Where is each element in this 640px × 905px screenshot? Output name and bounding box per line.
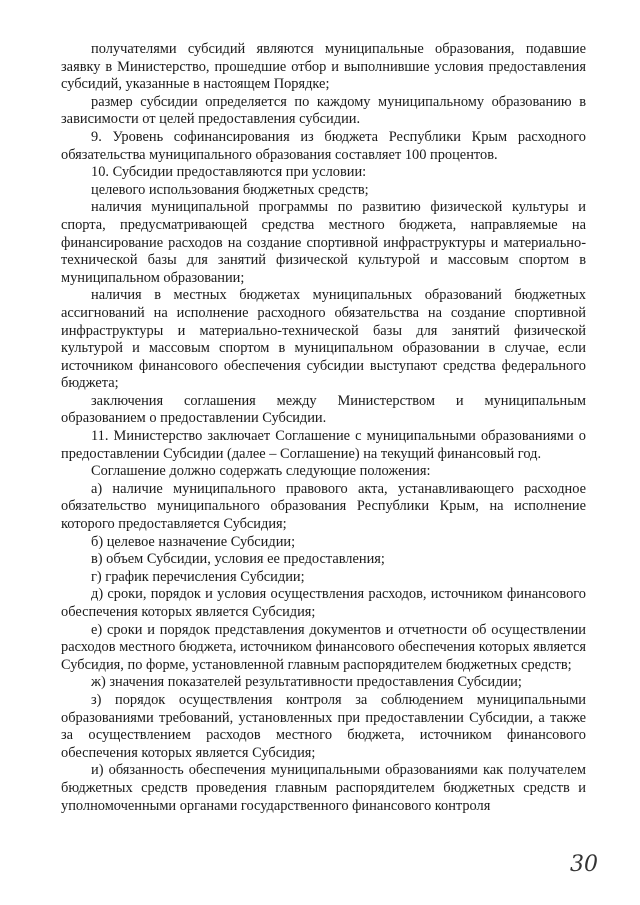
- list-item-b: б) целевое назначение Субсидии;: [91, 533, 296, 550]
- paragraph-condition-program: наличия муниципальной программы по развитию физической культуры и спорта, предусматривающей средства местного бюджета, направляемые на финансирование расходов на создание спортивной инфраструктуры и материально-технической базы для занятий физической культурой и массовым спортом в муниципальном образовании;: [61, 199, 586, 286]
- paragraph-agreement-contents: Соглашение должно содержать следующие положения:: [91, 463, 431, 480]
- paragraph-condition-agreement: заключения соглашения между Министерством и муниципальным образованием о предоставлении Субсидии.: [61, 392, 586, 427]
- list-item-v: в) объем Субсидии, условия ее предоставления;: [91, 551, 385, 568]
- list-item-e: е) сроки и порядок представления документов и отчетности об осуществлении расходов местного бюджета, источником финансового обеспечения которых является Субсидия, по форме, установленной главным распорядителем бюджетных средств;: [61, 621, 586, 673]
- list-item-zh: ж) значения показателей результативности предоставления Субсидии;: [91, 674, 522, 691]
- paragraph-item-11: 11. Министерство заключает Соглашение с муниципальными образованиями о предоставлении Субсидии (далее – Соглашение) на текущий финансовый год.: [61, 428, 586, 462]
- paragraph-recipients: получателями субсидий являются муниципальные образования, подавшие заявку в Министерство, прошедшие отбор и выполнившие условия предоставления субсидий, указанные в настоящем Порядке;: [61, 41, 586, 93]
- paragraph-condition-target-use: целевого использования бюджетных средств;: [91, 181, 369, 198]
- list-item-g: г) график перечисления Субсидии;: [91, 568, 305, 585]
- list-item-i: и) обязанность обеспечения муниципальными образованиями как получателем бюджетных средств проведения главным распорядителем бюджетных средств и уполномоченными органами государственного финансового контроля: [61, 762, 586, 814]
- paragraph-item-10: 10. Субсидии предоставляются при условии:: [91, 164, 367, 181]
- paragraph-item-9: 9. Уровень софинансирования из бюджета Республики Крым расходного обязательства муниципального образования составляет 100 процентов.: [61, 128, 586, 163]
- list-item-d: д) сроки, порядок и условия осуществления расходов, источником финансового обеспечения которых является Субсидия;: [61, 586, 586, 620]
- list-item-a: а) наличие муниципального правового акта, устанавливающего расходное обязательство муниципального образования Республики Крым, на исполнение которого предоставляется Субсидия;: [61, 480, 586, 533]
- list-item-z: з) порядок осуществления контроля за соблюдением муниципальными образованиями требований, установленных при предоставлении Субсидии, а также за осуществлением расходов местного бюджета, источником финансового обеспечения которых является Субсидия;: [61, 691, 586, 761]
- document-body: [61, 41, 586, 815]
- page-number: 30: [570, 852, 598, 877]
- paragraph-condition-allocations: наличия в местных бюджетах муниципальных образований бюджетных ассигнований на исполнение расходного обязательства на создание спортивной инфраструктуры и материально-технической базы для занятий физической культурой и массовым спортом в муниципальном образовании в случае, если источником финансового обеспечения субсидии выступают средства федерального бюджета;: [61, 287, 586, 392]
- paragraph-subsidy-size: размер субсидии определяется по каждому муниципальному образованию в зависимости от целей предоставления субсидии.: [61, 93, 586, 128]
